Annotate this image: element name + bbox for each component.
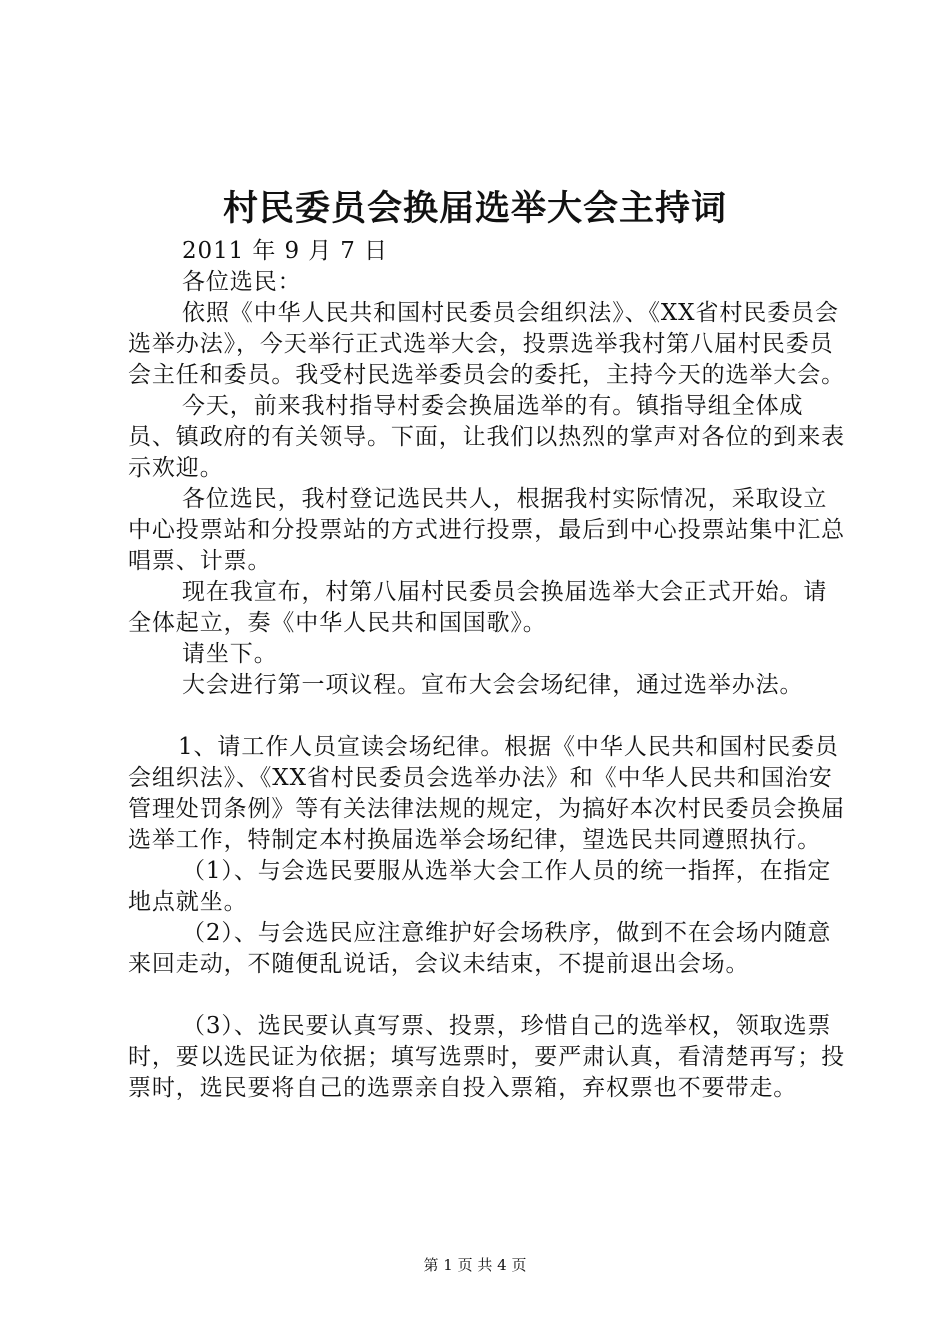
document-title: 村民委员会换届选举大会主持词 xyxy=(222,188,727,229)
document-date: 2011 年 9 月 7 日 xyxy=(182,238,388,264)
paragraph-sit-down: 请坐下。 xyxy=(182,641,278,667)
rule-item-1: （1）、与会选民要服从选举大会工作人员的统一指挥，在指定地点就坐。 xyxy=(128,858,832,915)
paragraph-spacer xyxy=(128,980,848,1011)
paragraph-opening: 现在我宣布，村第八届村民委员会换届选举大会正式开始。请全体起立，奏《中华人民共和国国歌》。 xyxy=(128,579,828,636)
paragraph-spacer xyxy=(128,701,848,732)
rule-item-3: （3）、选民要认真写票、投票，珍惜自己的选举权，领取选票时，要以选民证为依据；填写选票时，要严肃认真，看清楚再写；投票时，选民要将自己的选票亲自投入票箱，弃权票也不要带走。 xyxy=(128,1013,845,1101)
rule-item-2: （2）、与会选民应注意维护好会场秩序，做到不在会场内随意来回走动，不随便乱说话，会议未结束，不提前退出会场。 xyxy=(128,920,832,977)
paragraph-legal-basis: 依照《中华人民共和国村民委员会组织法》、《XX省村民委员会选举办法》，今天举行正式选举大会，投票选举我村第八届村民委员会主任和委员。我受村民选举委员会的委托，主持今天的选举大会。 xyxy=(128,300,845,388)
paragraph-agenda-one: 大会进行第一项议程。宣布大会会场纪律，通过选举办法。 xyxy=(182,672,804,698)
paragraph-guests: 今天，前来我村指导村委会换届选举的有。镇指导组全体成员、镇政府的有关领导。下面，让我们以热烈的掌声对各位的到来表示欢迎。 xyxy=(128,393,845,481)
document-body xyxy=(128,236,848,1104)
page-footer: 第 1 页 共 4 页 xyxy=(423,1256,527,1274)
salutation: 各位选民： xyxy=(182,269,302,295)
paragraph-voting-method: 各位选民，我村登记选民共人，根据我村实际情况，采取设立中心投票站和分投票站的方式进行投票，最后到中心投票站集中汇总唱票、计票。 xyxy=(128,486,845,574)
list-item-discipline: 1、请工作人员宣读会场纪律。根据《中华人民共和国村民委员会组织法》、《XX省村民委员会选举办法》和《中华人民共和国治安管理处罚条例》等有关法律法规的规定，为搞好本次村民委员会换届选举工作，特制定本村换届选举会场纪律，望选民共同遵照执行。 xyxy=(128,734,845,853)
